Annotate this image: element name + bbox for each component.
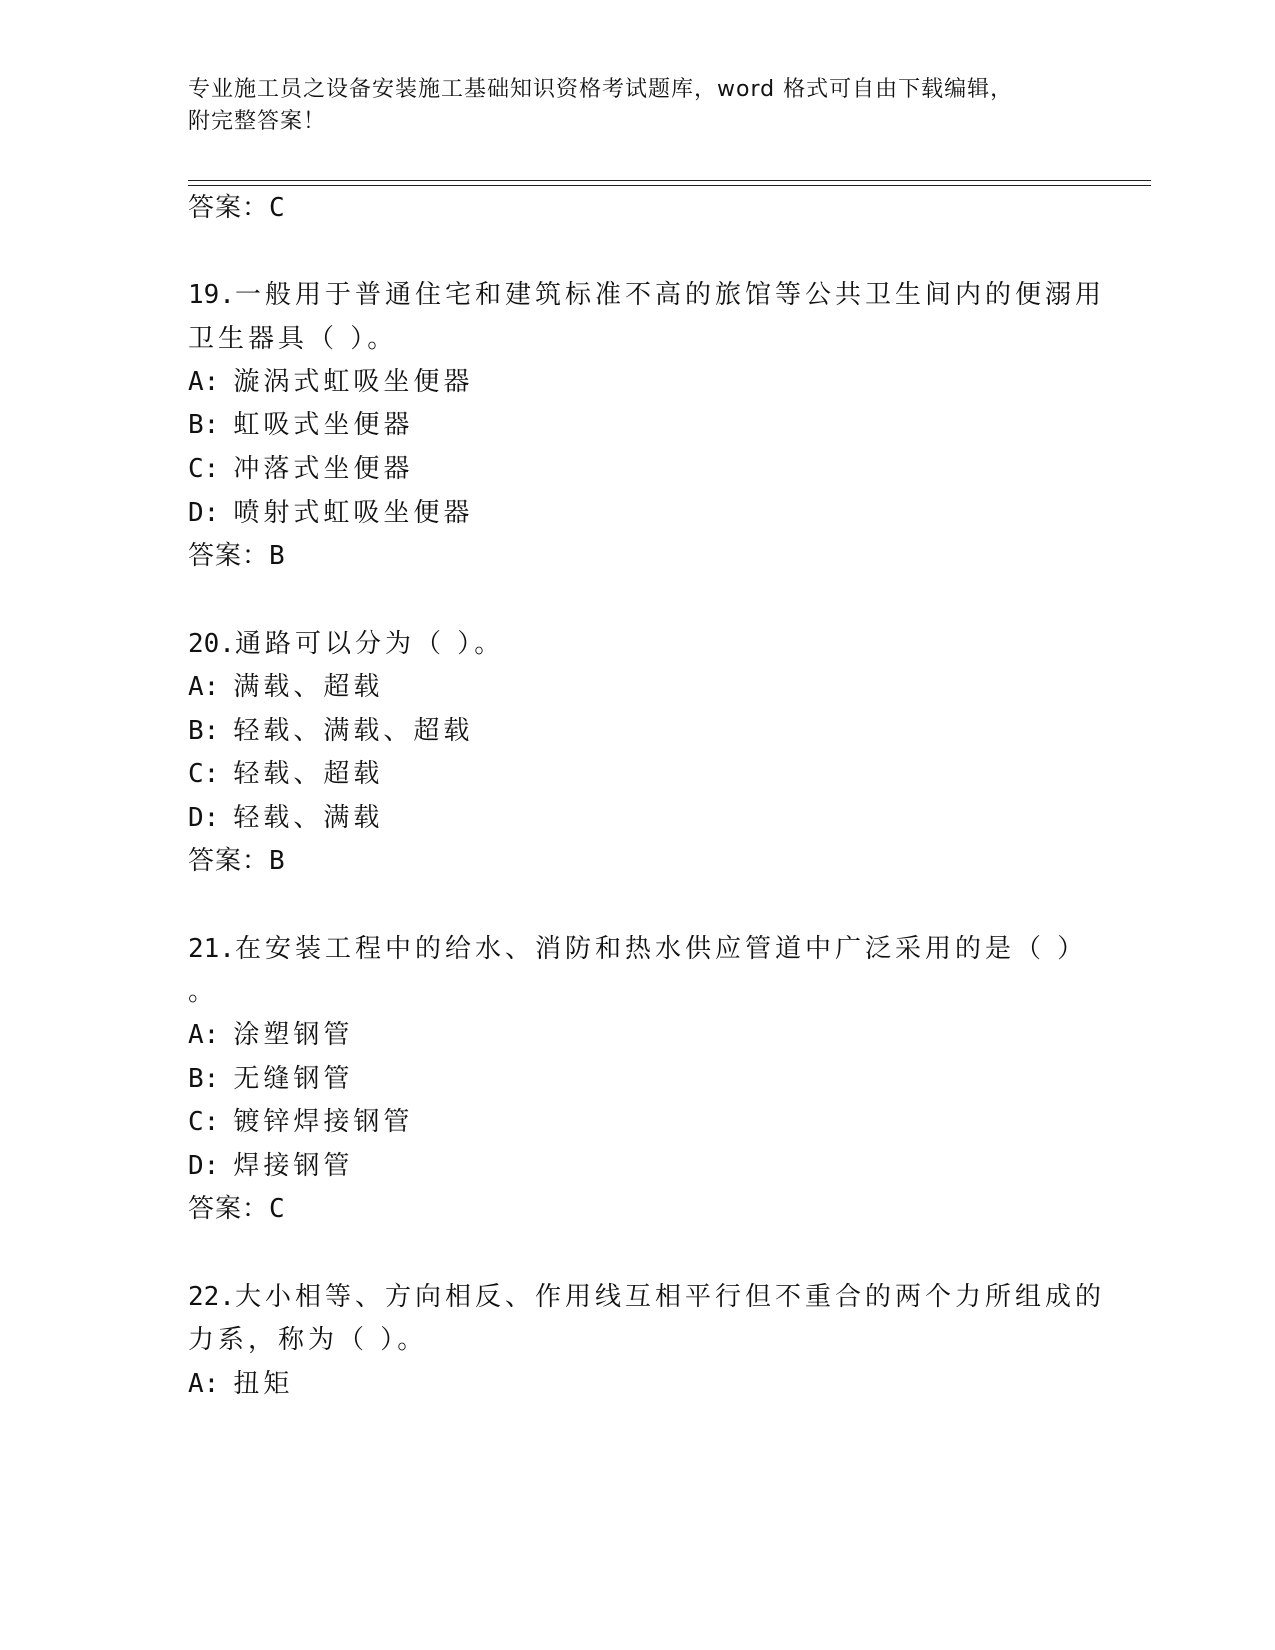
answer-label: 答案： — [188, 846, 270, 876]
option-text: 冲落式坐便器 — [233, 454, 414, 484]
option-letter: A: — [188, 672, 220, 702]
question-21-line-2 — [188, 976, 218, 1008]
option-letter: B: — [188, 1064, 220, 1094]
answer-value: C — [269, 1194, 286, 1224]
header-rule-top — [188, 180, 1151, 181]
question-text-continued: 力系，称为（ ）。 — [188, 1325, 428, 1355]
question-text-continued: 。 — [188, 977, 219, 1007]
answer-label: 答案： — [188, 193, 270, 223]
option-letter: D: — [188, 498, 220, 528]
option-a — [188, 1019, 353, 1051]
option-d — [188, 497, 473, 529]
option-text: 虹吸式坐便器 — [233, 410, 414, 440]
answer-19 — [188, 540, 286, 572]
document-header — [188, 74, 1088, 138]
option-letter: A: — [188, 1369, 220, 1399]
question-text: 一般用于普通住宅和建筑标准不高的旅馆等公共卫生间内的便溺用 — [234, 280, 1105, 310]
question-number: 19. — [188, 280, 235, 310]
option-text: 扭矩 — [233, 1369, 294, 1399]
answer-value: B — [269, 846, 286, 876]
option-b — [188, 715, 473, 747]
option-letter: A: — [188, 1020, 220, 1050]
option-text: 满载、超载 — [233, 672, 384, 702]
answer-label: 答案： — [188, 1194, 270, 1224]
option-c — [188, 758, 383, 790]
question-22-line-2 — [188, 1324, 427, 1356]
option-b — [188, 409, 413, 441]
question-21 — [188, 933, 1087, 965]
question-text: 通路可以分为（ ）。 — [234, 629, 505, 659]
question-number: 20. — [188, 629, 235, 659]
option-text: 无缝钢管 — [233, 1064, 354, 1094]
option-a — [188, 671, 383, 703]
answer-20 — [188, 845, 286, 877]
option-text: 涂塑钢管 — [233, 1020, 354, 1050]
question-text-continued: 卫生器具（ ）。 — [188, 324, 398, 354]
header-rule-bottom — [188, 185, 1151, 186]
answer-21 — [188, 1193, 286, 1225]
option-a — [188, 1368, 293, 1400]
question-text: 大小相等、方向相反、作用线互相平行但不重合的两个力所组成的 — [234, 1282, 1105, 1312]
question-number: 22. — [188, 1282, 235, 1312]
option-letter: C: — [188, 1107, 220, 1137]
question-text: 在安装工程中的给水、消防和热水供应管道中广泛采用的是（ ） — [234, 934, 1088, 964]
option-a — [188, 366, 473, 398]
header-line-1: 专业施工员之设备安装施工基础知识资格考试题库，word 格式可自由下载编辑， — [188, 77, 1014, 102]
question-22 — [188, 1281, 1105, 1313]
option-letter: B: — [188, 716, 220, 746]
answer-prev — [188, 192, 286, 224]
question-19-line-2 — [188, 323, 397, 355]
option-text: 轻载、超载 — [233, 759, 384, 789]
option-c — [188, 453, 413, 485]
question-number: 21. — [188, 934, 235, 964]
question-20 — [188, 628, 504, 660]
answer-value: B — [269, 541, 286, 571]
option-text: 镀锌焊接钢管 — [233, 1107, 414, 1137]
option-text: 喷射式虹吸坐便器 — [233, 498, 474, 528]
option-letter: D: — [188, 803, 220, 833]
option-text: 焊接钢管 — [233, 1151, 354, 1181]
answer-value: C — [269, 193, 286, 223]
option-d — [188, 802, 383, 834]
option-letter: C: — [188, 759, 220, 789]
option-c — [188, 1106, 413, 1138]
option-letter: A: — [188, 367, 220, 397]
option-b — [188, 1063, 353, 1095]
option-d — [188, 1150, 353, 1182]
header-line-2: 附完整答案！ — [188, 109, 327, 134]
option-text: 轻载、满载 — [233, 803, 384, 833]
option-text: 漩涡式虹吸坐便器 — [233, 367, 474, 397]
question-19 — [188, 279, 1105, 311]
option-text: 轻载、满载、超载 — [233, 716, 474, 746]
option-letter: C: — [188, 454, 220, 484]
option-letter: D: — [188, 1151, 220, 1181]
answer-label: 答案： — [188, 541, 270, 571]
option-letter: B: — [188, 410, 220, 440]
